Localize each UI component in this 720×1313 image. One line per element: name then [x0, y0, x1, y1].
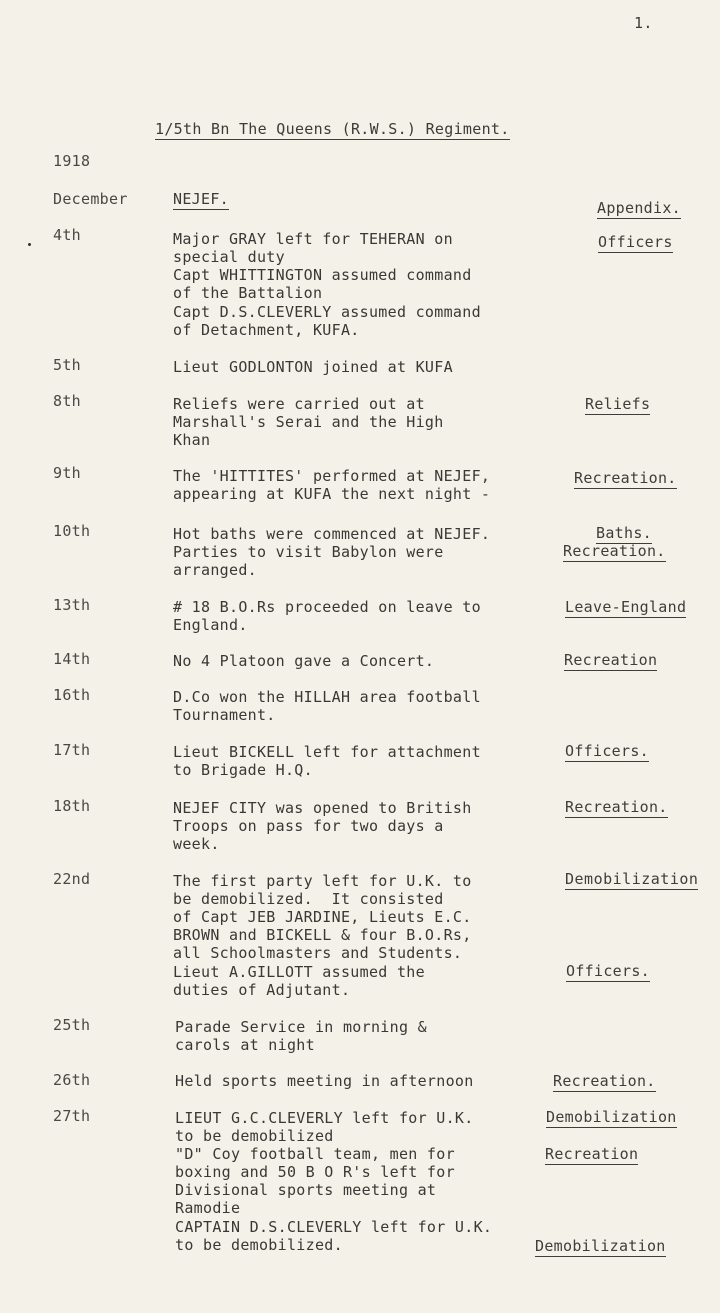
appendix-ref: Recreation [564, 651, 658, 669]
entry-line: LIEUT G.C.CLEVERLY left for U.K. [175, 1109, 474, 1127]
entry-line: "D" Coy football team, men for [175, 1145, 455, 1163]
entry-date: 8th [53, 392, 81, 410]
entry-line: England. [173, 616, 248, 634]
entry-line: week. [173, 835, 220, 853]
entry-date: 4th [53, 226, 81, 244]
page-number: 1. [634, 14, 653, 32]
entry-date: 16th [53, 686, 91, 704]
entry-date: 14th [53, 650, 91, 668]
entry-line: BROWN and BICKELL & four B.O.Rs, [173, 926, 472, 944]
appendix-ref: Officers [598, 233, 673, 251]
entry-line: special duty [173, 248, 285, 266]
entry-date: 13th [53, 596, 91, 614]
year: 1918 [53, 152, 91, 170]
appendix-ref: Recreation. [563, 542, 666, 560]
entry-date: 18th [53, 797, 91, 815]
entry-line: Troops on pass for two days a [173, 817, 444, 835]
entry-date: 22nd [53, 870, 91, 888]
entry-line: Khan [173, 431, 211, 449]
appendix-header: Appendix. [597, 199, 681, 217]
entry-line: Lieut BICKELL left for attachment [173, 743, 481, 761]
appendix-ref: Demobilization [535, 1237, 666, 1255]
entry-line: duties of Adjutant. [173, 981, 351, 999]
entry-line: of Capt JEB JARDINE, Lieuts E.C. [173, 908, 472, 926]
appendix-ref: Recreation [545, 1145, 639, 1163]
entry-line: all Schoolmasters and Students. [173, 944, 463, 962]
entry-line: Capt D.S.CLEVERLY assumed command [173, 303, 481, 321]
entry-date: 17th [53, 741, 91, 759]
entry-line: D.Co won the HILLAH area football [173, 688, 481, 706]
entry-line: The 'HITTITES' performed at NEJEF, [173, 467, 491, 485]
appendix-ref: Demobilization [546, 1108, 677, 1126]
appendix-ref: Reliefs [585, 395, 651, 413]
entry-date: 25th [53, 1016, 91, 1034]
appendix-ref: Officers. [566, 962, 650, 980]
entry-line: be demobilized. It consisted [173, 890, 444, 908]
entry-line: Marshall's Serai and the High [173, 413, 444, 431]
appendix-ref: Demobilization [565, 870, 699, 888]
entry-line: Ramodie [175, 1199, 241, 1217]
appendix-ref: Recreation. [553, 1072, 656, 1090]
entry-line: # 18 B.O.Rs proceeded on leave to [173, 598, 481, 616]
entry-line: of Detachment, KUFA. [173, 321, 360, 339]
appendix-ref: Recreation. [574, 469, 677, 487]
entry-line: The first party left for U.K. to [173, 872, 472, 890]
entry-line: Lieut GODLONTON joined at KUFA [173, 358, 453, 376]
appendix-ref: Recreation. [565, 798, 668, 816]
entry-line: to be demobilized. [175, 1236, 343, 1254]
entry-line: Hot baths were commenced at NEJEF. [173, 525, 491, 543]
entry-line: Tournament. [173, 706, 276, 724]
entry-date: 5th [53, 356, 81, 374]
ink-dot [28, 243, 31, 246]
appendix-ref: Leave-England [565, 598, 687, 616]
entry-line: NEJEF CITY was opened to British [173, 799, 472, 817]
entry-line: arranged. [173, 561, 257, 579]
entry-date: 27th [53, 1107, 91, 1125]
entry-date: 26th [53, 1071, 91, 1089]
entry-line: to be demobilized [175, 1127, 334, 1145]
entry-line: No 4 Platoon gave a Concert. [173, 652, 435, 670]
entry-line: Parade Service in morning & [175, 1018, 427, 1036]
entry-line: Divisional sports meeting at [175, 1181, 437, 1199]
entry-date: 9th [53, 464, 81, 482]
entry-line: to Brigade H.Q. [173, 761, 313, 779]
entry-line: Major GRAY left for TEHERAN on [173, 230, 453, 248]
page-title: 1/5th Bn The Queens (R.W.S.) Regiment. [155, 120, 510, 138]
entry-date: 10th [53, 522, 91, 540]
entry-line: of the Battalion [173, 284, 323, 302]
entry-line: boxing and 50 B O R's left for [175, 1163, 455, 1181]
appendix-ref: Officers. [565, 742, 649, 760]
entry-line: CAPTAIN D.S.CLEVERLY left for U.K. [175, 1218, 493, 1236]
entry-line: appearing at KUFA the next night - [173, 485, 491, 503]
entry-line: Parties to visit Babylon were [173, 543, 444, 561]
appendix-ref: Baths. [596, 524, 652, 542]
entry-line: carols at night [175, 1036, 315, 1054]
entry-line: Capt WHITTINGTON assumed command [173, 266, 472, 284]
entry-line: Lieut A.GILLOTT assumed the [173, 963, 425, 981]
month: December [53, 190, 128, 208]
entry-line: Held sports meeting in afternoon [175, 1072, 474, 1090]
location: NEJEF. [173, 190, 229, 208]
entry-line: Reliefs were carried out at [173, 395, 425, 413]
